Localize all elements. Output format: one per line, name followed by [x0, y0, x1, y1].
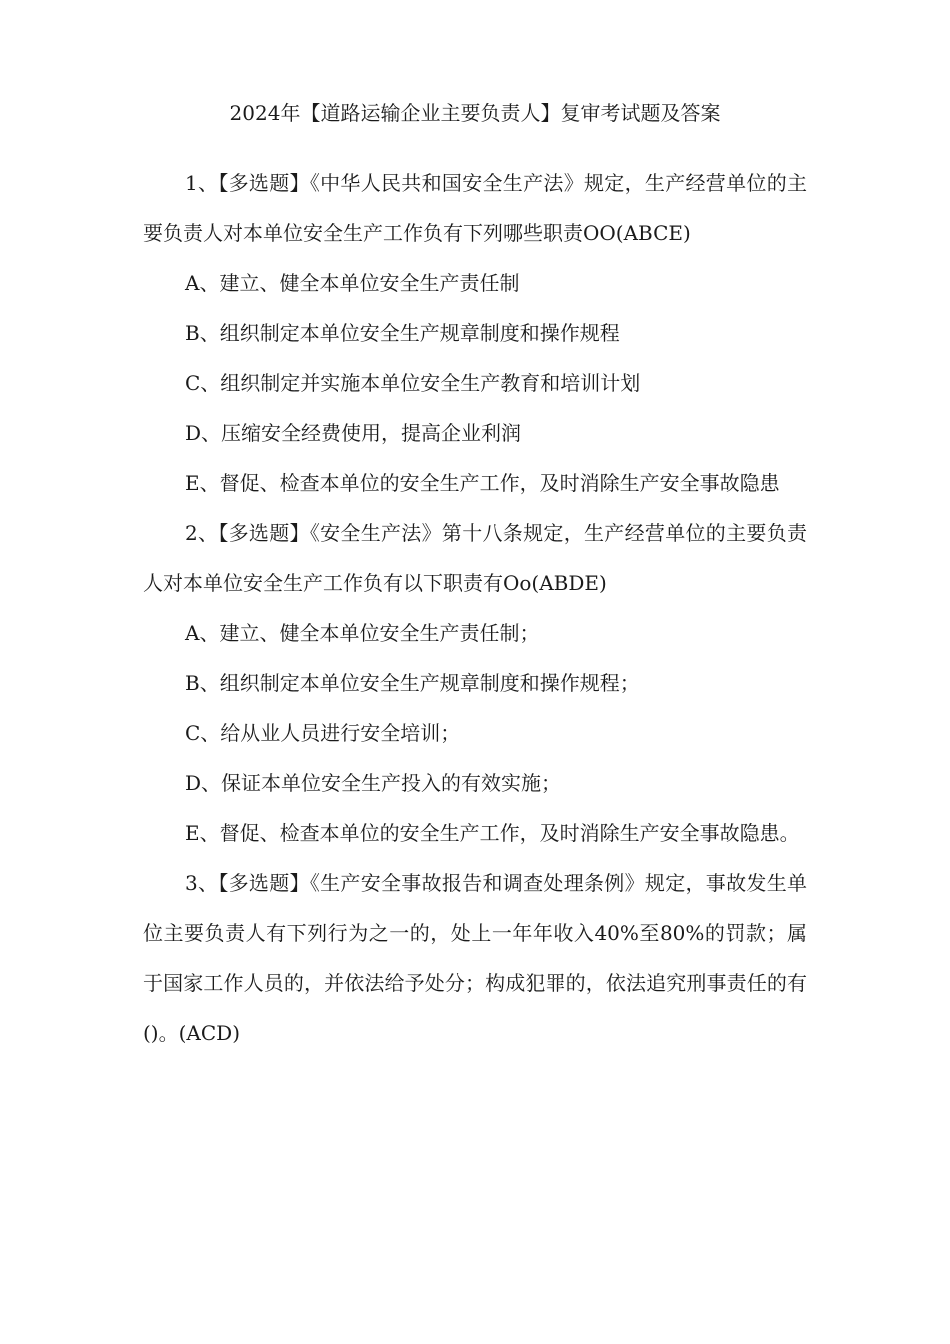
question-2-option-d: D、保证本单位安全生产投入的有效实施； [185, 771, 562, 795]
question-2-option-b: B、组织制定本单位安全生产规章制度和操作规程； [185, 671, 640, 695]
question-2-option-a: A、建立、健全本单位安全生产责任制； [185, 621, 540, 645]
question-2-option-c: C、给从业人员进行安全培训； [185, 721, 461, 745]
question-1-option-c: C、组织制定并实施本单位安全生产教育和培训计划 [185, 371, 641, 395]
question-1-stem: 1、【多选题】《中华人民共和国安全生产法》规定，生产经营单位的主要负责人对本单位安全生产工作负有下列哪些职责OO(ABCE) [143, 171, 807, 245]
question-2-stem: 2、【多选题】《安全生产法》第十八条规定，生产经营单位的主要负责人对本单位安全生产工作负有以下职责有Oo(ABDE) [143, 521, 807, 595]
question-1-option-a: A、建立、健全本单位安全生产责任制 [185, 271, 520, 295]
question-1-option-d: D、压缩安全经费使用，提高企业利润 [185, 421, 522, 445]
question-3-stem: 3、【多选题】《生产安全事故报告和调查处理条例》规定，事故发生单位主要负责人有下列行为之一的，处上一年年收入40%至80%的罚款；属于国家工作人员的，并依法给予处分；构成犯罪的，依法追究刑事责任的有()。(ACD) [143, 871, 807, 1045]
question-1-option-e: E、督促、检查本单位的安全生产工作，及时消除生产安全事故隐患 [185, 471, 780, 495]
document-title: 2024年【道路运输企业主要负责人】复审考试题及答案 [229, 101, 721, 125]
document-body [143, 158, 807, 1058]
question-2-option-e: E、督促、检查本单位的安全生产工作，及时消除生产安全事故隐患。 [185, 821, 800, 845]
question-1-option-b: B、组织制定本单位安全生产规章制度和操作规程 [185, 321, 620, 345]
